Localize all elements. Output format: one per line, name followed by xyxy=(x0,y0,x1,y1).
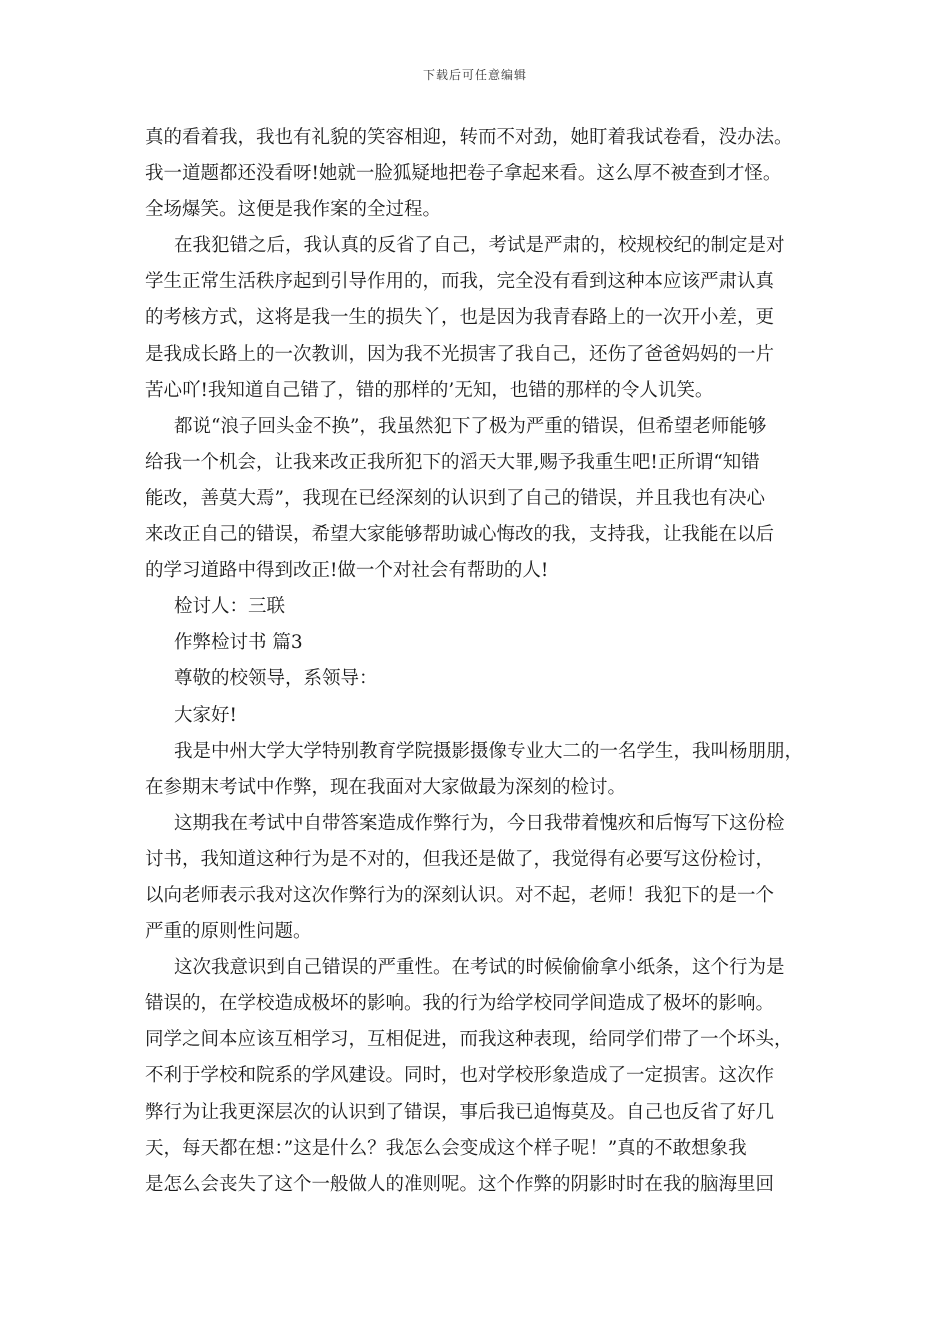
document-body xyxy=(145,120,807,1203)
text-line: 弊行为让我更深层次的认识到了错误，事后我已追悔莫及。自己也反省了好几 xyxy=(145,1101,775,1123)
text-line: 尊敬的校领导，系领导： xyxy=(174,668,378,690)
text-line: 我一道题都还没看呀!她就一脸狐疑地把卷子拿起来看。这么厚不被查到才怪。 xyxy=(145,163,782,185)
text-line: 的考核方式，这将是我一生的损失丫，也是因为我青春路上的一次开小差，更 xyxy=(145,307,775,329)
text-line: 大家好! xyxy=(174,704,237,726)
text-line: 以向老师表示我对这次作弊行为的深刻认识。对不起，老师！我犯下的是一个 xyxy=(145,884,775,906)
text-line: 在参期末考试中作弊，现在我面对大家做最为深刻的检讨。 xyxy=(145,776,627,798)
text-line: 严重的原则性问题。 xyxy=(145,921,312,943)
text-line: 天，每天都在想：”这是什么？我怎么会变成这个样子呢！”真的不敢想象我 xyxy=(145,1137,747,1159)
text-line: 不利于学校和院系的学风建设。同时，也对学校形象造成了一定损害。这次作 xyxy=(145,1065,775,1087)
text-line: 讨书，我知道这种行为是不对的，但我还是做了，我觉得有必要写这份检讨， xyxy=(145,848,775,870)
text-line: 错误的，在学校造成极坏的影响。我的行为给学校同学间造成了极坏的影响。 xyxy=(145,993,775,1015)
text-line: 检讨人：三联 xyxy=(174,596,286,618)
text-line: 是怎么会丧失了这个一般做人的准则呢。这个作弊的阴影时时在我的脑海里回 xyxy=(145,1173,775,1195)
text-line: 在我犯错之后，我认真的反省了自己，考试是严肃的，校规校纪的制定是对 xyxy=(174,235,785,257)
text-line: 都说“浪子回头金不换”，我虽然犯下了极为严重的错误，但希望老师能够 xyxy=(174,415,767,437)
text-line: 我是中州大学大学特别教育学院摄影摄像专业大二的一名学生，我叫杨朋朋， xyxy=(174,740,804,762)
text-line: 来改正自己的错误，希望大家能够帮助诚心悔改的我，支持我，让我能在以后 xyxy=(145,524,775,546)
text-line: 能改，善莫大焉”，我现在已经深刻的认识到了自己的错误，并且我也有决心 xyxy=(145,487,765,509)
text-line: 给我一个机会，让我来改正我所犯下的滔天大罪,赐予我重生吧!正所谓“知错 xyxy=(145,451,760,473)
text-line: 苦心吖!我知道自己错了，错的那样的’无知，也错的那样的令人讥笑。 xyxy=(145,379,714,401)
text-line: 真的看着我，我也有礼貌的笑容相迎，转而不对劲，她盯着我试卷看，没办法。 xyxy=(145,127,793,148)
text-line: 全场爆笑。这便是我作案的全过程。 xyxy=(145,199,442,221)
page-header: 下载后可任意编辑 xyxy=(422,68,527,82)
text-line: 作弊检讨书 篇3 xyxy=(174,632,303,654)
text-line: 同学之间本应该互相学习，互相促进，而我这种表现，给同学们带了一个坏头， xyxy=(145,1029,793,1051)
text-line: 学生正常生活秩序起到引导作用的，而我，完全没有看到这种本应该严肃认真 xyxy=(145,271,775,293)
text-line: 这期我在考试中自带答案造成作弊行为，今日我带着愧疚和后悔写下这份检 xyxy=(174,812,785,834)
text-line: 这次我意识到自己错误的严重性。在考试的时候偷偷拿小纸条，这个行为是 xyxy=(174,957,785,979)
text-line: 的学习道路中得到改正!做一个对社会有帮助的人! xyxy=(145,560,549,582)
text-line: 是我成长路上的一次教训，因为我不光损害了我自己，还伤了爸爸妈妈的一片 xyxy=(145,343,775,365)
